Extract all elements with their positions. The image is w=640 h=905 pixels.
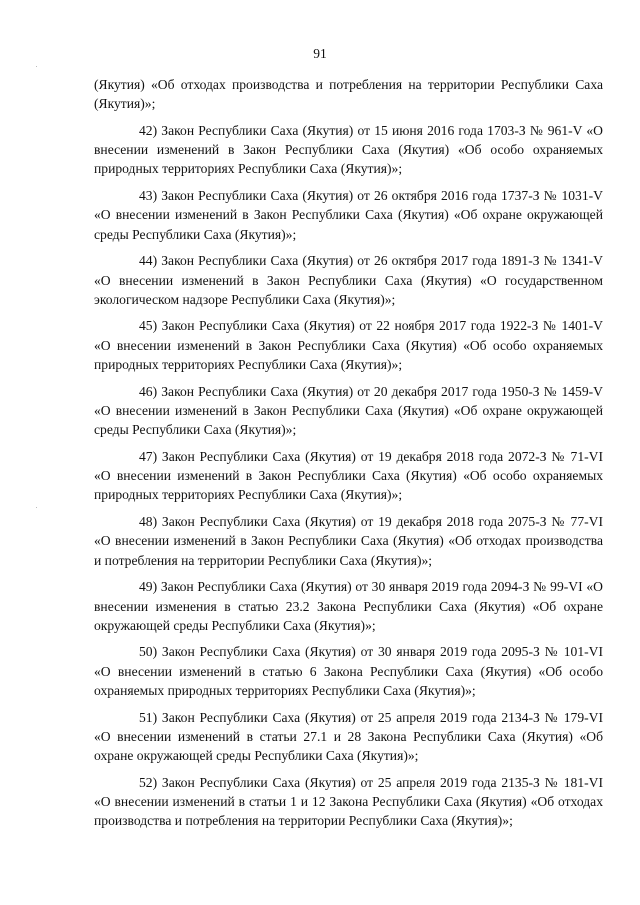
list-item: 50) Закон Республики Саха (Якутия) от 30 января 2019 года 2095-З № 101-VI «О внесении изменений в статью 6 Закона Республики Саха (Якутия) «Об особо охраняемых природных территориях Республики Саха (Якутия)»; bbox=[94, 644, 603, 698]
list-item: 51) Закон Республики Саха (Якутия) от 25 апреля 2019 года 2134-З № 179-VI «О внесении изменений в статьи 27.1 и 28 Закона Республики Саха (Якутия) «Об охране окружающей среды Республики Саха (Якутия)»; bbox=[94, 709, 603, 764]
list-item: 44) Закон Республики Саха (Якутия) от 26 октября 2017 года 1891-З № 1341-V «О внесении изменений в Закон Республики Саха (Якутия) «О государственном экологическом надзоре Республики Саха (Якутия)»; bbox=[94, 253, 603, 307]
scan-margin-mark bbox=[36, 507, 37, 508]
list-item: 45) Закон Республики Саха (Якутия) от 22 ноября 2017 года 1922-З № 1401-V «О внесении изменений в Закон Республики Саха (Якутия) «Об особо охраняемых природных территориях Республики Саха (Якутия)»; bbox=[94, 318, 603, 373]
list-item: 52) Закон Республики Саха (Якутия) от 25 апреля 2019 года 2135-З № 181-VI «О внесении изменений в статьи 1 и 12 Закона Республики Саха (Якутия) «Об отходах производства и потребления на территории Республики Саха (Якутия)»; bbox=[94, 774, 603, 829]
list-item: 49) Закон Республики Саха (Якутия) от 30 января 2019 года 2094-З № 99-VI «О внесении изменения в статью 23.2 Закона Республики Саха (Якутия) «Об охране окружающей среды Республики Саха (Якутия)»; bbox=[94, 579, 603, 633]
list-item: 43) Закон Республики Саха (Якутия) от 26 октября 2016 года 1737-З № 1031-V «О внесении изменений в Закон Республики Саха (Якутия) «Об охране окружающей среды Республики Саха (Якутия)»; bbox=[94, 188, 603, 242]
list-item: 42) Закон Республики Саха (Якутия) от 15 июня 2016 года 1703-З № 961-V «О внесении изменений в Закон Республики Саха (Якутия) «Об особо охраняемых природных территориях Республики Саха (Якутия)»; bbox=[94, 122, 603, 177]
page-number: 91 bbox=[313, 46, 327, 61]
document-body bbox=[94, 75, 603, 838]
scan-margin-mark bbox=[36, 66, 37, 67]
continuation-paragraph: (Якутия) «Об отходах производства и потребления на территории Республики Саха (Якутия)»; bbox=[94, 77, 603, 112]
list-item: 48) Закон Республики Саха (Якутия) от 19 декабря 2018 года 2075-З № 77-VI «О внесении изменений в Закон Республики Саха (Якутия) «Об отходах производства и потребления на территории Республики Саха (Якутия)»; bbox=[94, 514, 603, 568]
list-item: 47) Закон Республики Саха (Якутия) от 19 декабря 2018 года 2072-З № 71-VI «О внесении изменений в Закон Республики Саха (Якутия) «Об особо охраняемых природных территориях Республики Саха (Якутия)»; bbox=[94, 448, 603, 503]
list-item: 46) Закон Республики Саха (Якутия) от 20 декабря 2017 года 1950-З № 1459-V «О внесении изменений в Закон Республики Саха (Якутия) «Об охране окружающей среды Республики Саха (Якутия)»; bbox=[94, 383, 603, 438]
